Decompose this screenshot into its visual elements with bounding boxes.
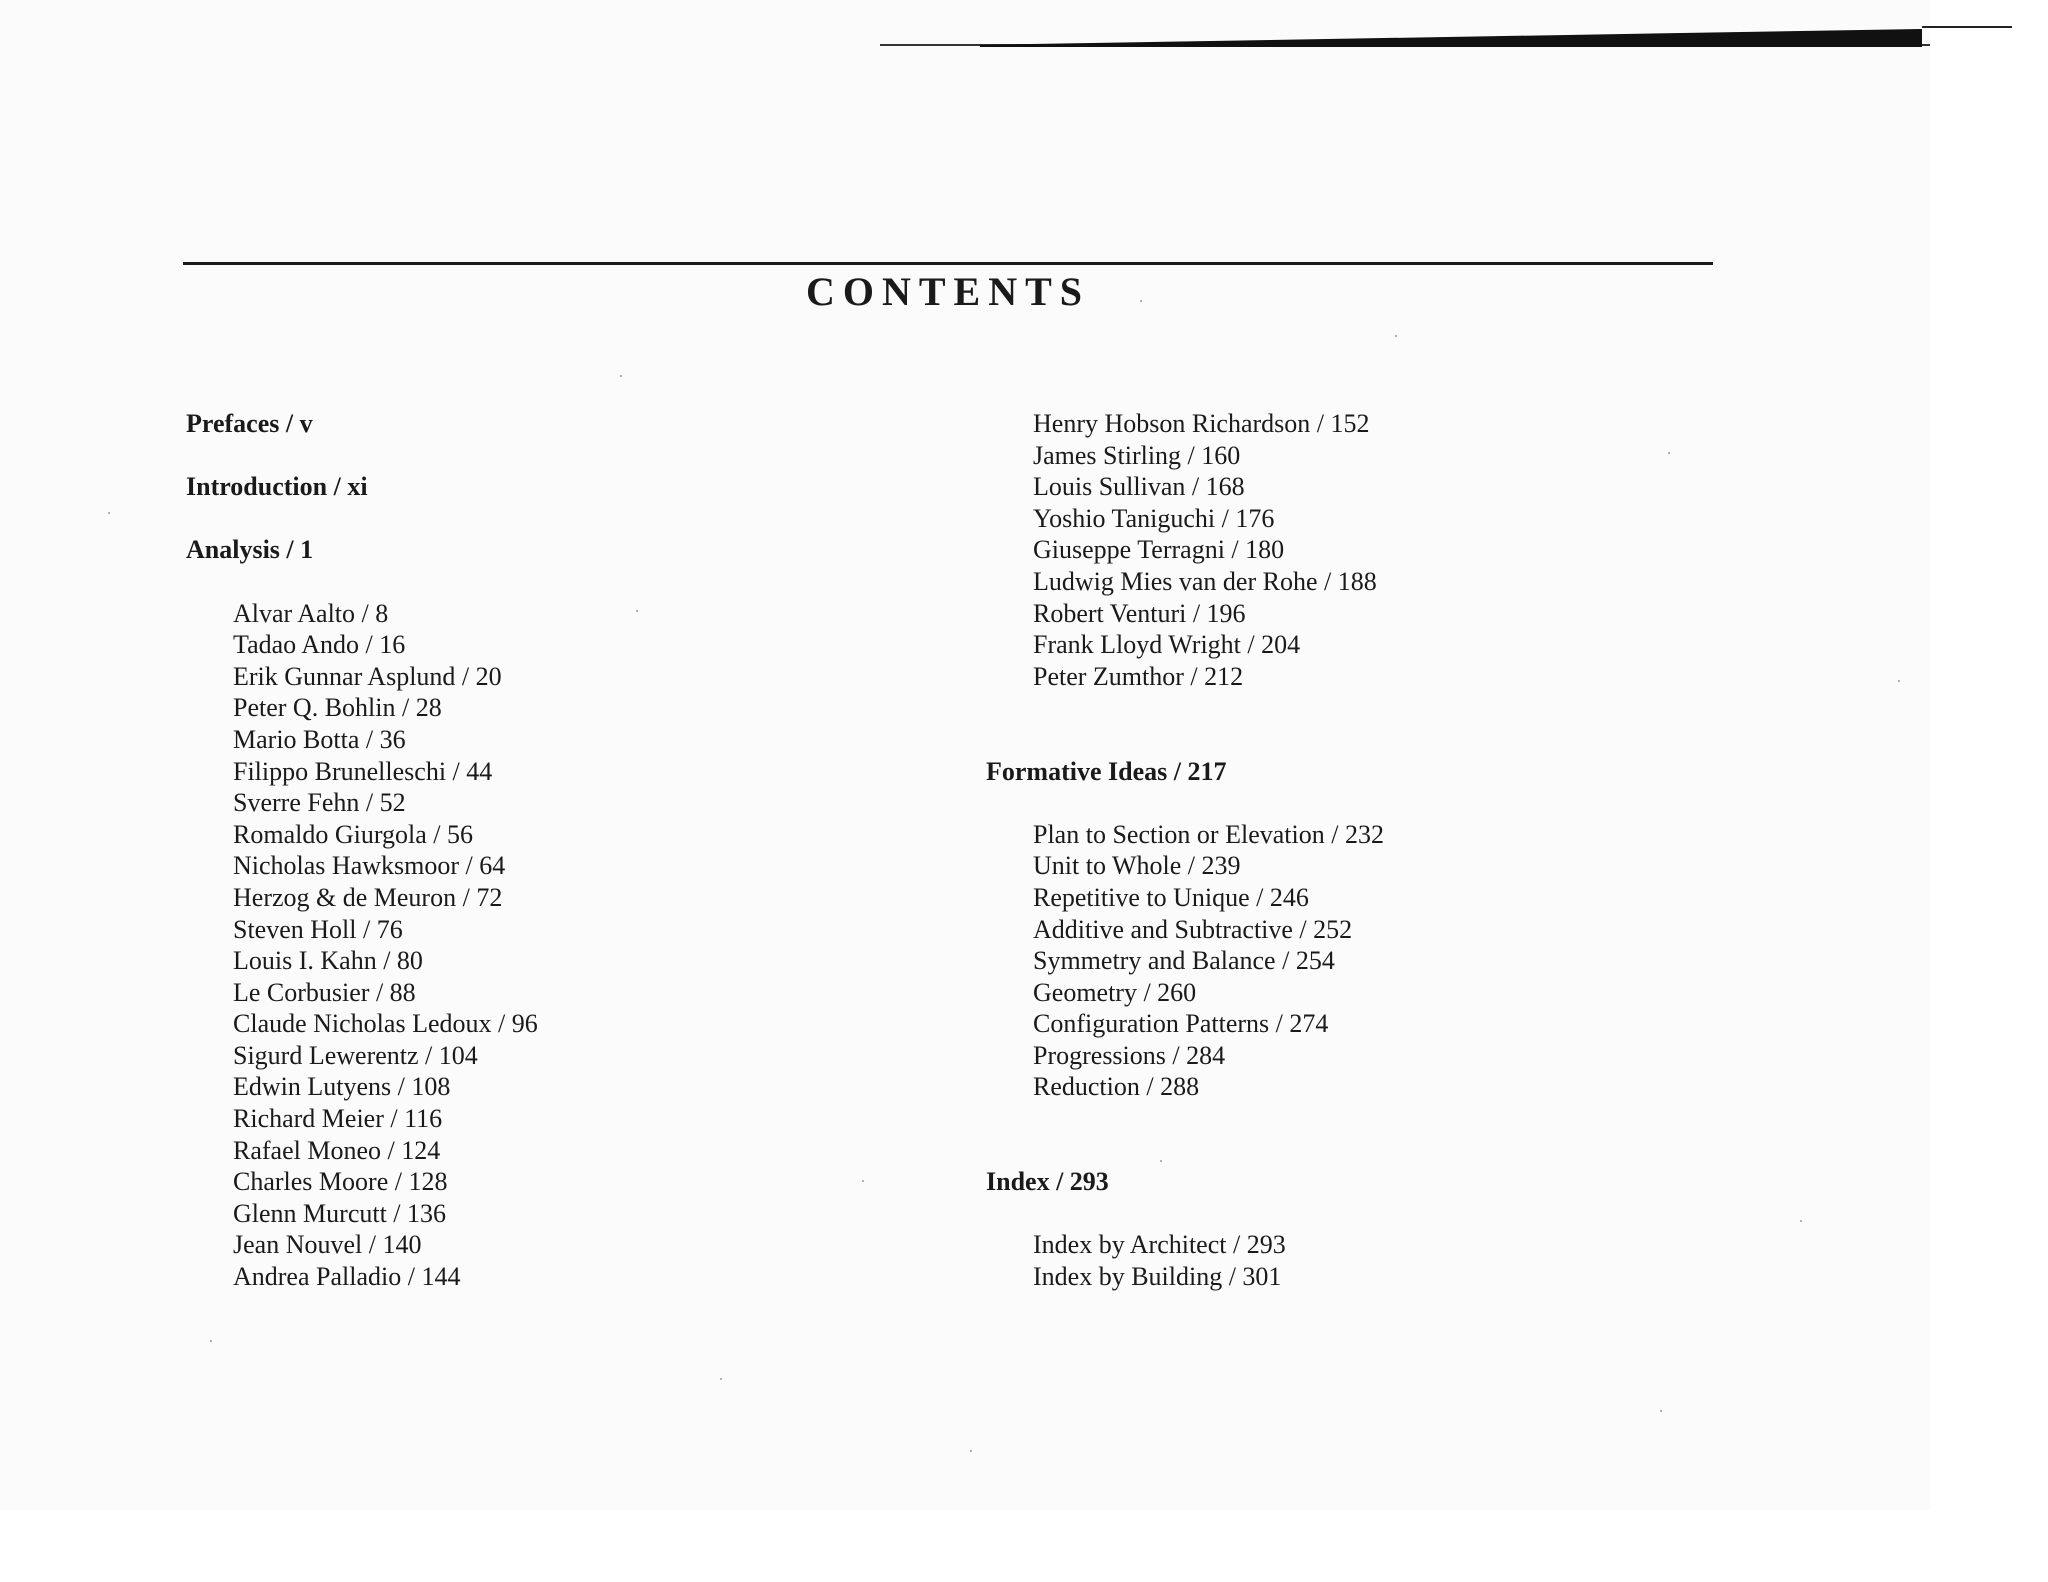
- toc-entry[interactable]: Louis I. Kahn / 80: [233, 946, 423, 976]
- toc-entry[interactable]: Charles Moore / 128: [233, 1167, 448, 1197]
- spacer: [986, 692, 1746, 755]
- spacer: [186, 503, 946, 535]
- toc-entry[interactable]: Nicholas Hawksmoor / 64: [233, 851, 506, 881]
- scan-speck: [1800, 1220, 1802, 1222]
- toc-entry[interactable]: Additive and Subtractive / 252: [1033, 914, 1353, 944]
- page-title: CONTENTS: [805, 269, 1091, 314]
- toc-entry[interactable]: Alvar Aalto / 8: [233, 598, 389, 628]
- toc-entry[interactable]: Sverre Fehn / 52: [233, 788, 406, 818]
- scan-speck: [620, 375, 622, 377]
- toc-entry[interactable]: Le Corbusier / 88: [233, 977, 416, 1007]
- title-rule: [183, 262, 1713, 265]
- index-list: [986, 1229, 1746, 1292]
- toc-heading-introduction[interactable]: Introduction / xi: [186, 472, 368, 502]
- scan-speck: [1395, 335, 1397, 337]
- spacer: [186, 566, 946, 598]
- toc-entry[interactable]: Plan to Section or Elevation / 232: [1033, 819, 1384, 849]
- scan-speck: [970, 1450, 972, 1452]
- toc-entry[interactable]: Glenn Murcutt / 136: [233, 1198, 447, 1228]
- scan-speck: [1660, 1410, 1662, 1412]
- toc-entry[interactable]: Configuration Patterns / 274: [1033, 1009, 1329, 1039]
- contents-column-left: [186, 408, 946, 1293]
- scan-margin-right: [1930, 0, 2048, 1582]
- scan-speck: [210, 1340, 212, 1342]
- scan-speck: [862, 1180, 864, 1182]
- toc-entry[interactable]: Edwin Lutyens / 108: [233, 1072, 451, 1102]
- toc-entry[interactable]: Jean Nouvel / 140: [233, 1230, 422, 1260]
- toc-entry[interactable]: Henry Hobson Richardson / 152: [1033, 409, 1370, 438]
- toc-entry[interactable]: James Stirling / 160: [1033, 440, 1241, 470]
- scan-speck: [720, 1378, 722, 1380]
- toc-entry[interactable]: Repetitive to Unique / 246: [1033, 882, 1309, 912]
- toc-entry[interactable]: Robert Venturi / 196: [1033, 598, 1246, 628]
- spacer: [186, 440, 946, 472]
- scan-speck: [1140, 300, 1142, 302]
- scan-speck: [108, 512, 110, 514]
- contents-column-right: [986, 408, 1746, 1293]
- toc-entry[interactable]: Reduction / 288: [1033, 1072, 1200, 1102]
- scan-speck: [636, 610, 638, 612]
- scan-speck: [1898, 680, 1900, 682]
- scan-speck: [1668, 452, 1670, 454]
- toc-entry[interactable]: Romaldo Giurgola / 56: [233, 819, 474, 849]
- toc-entry[interactable]: Unit to Whole / 239: [1033, 851, 1241, 881]
- toc-entry[interactable]: Andrea Palladio / 144: [233, 1262, 461, 1292]
- toc-entry[interactable]: Symmetry and Balance / 254: [1033, 946, 1335, 976]
- formative-list: [986, 819, 1746, 1103]
- toc-entry[interactable]: Tadao Ando / 16: [233, 630, 406, 660]
- scan-top-tail: [1922, 26, 2012, 28]
- analysis-list: [186, 598, 946, 1293]
- toc-entry[interactable]: Steven Holl / 76: [233, 914, 403, 944]
- toc-entry[interactable]: Rafael Moneo / 124: [233, 1135, 441, 1165]
- toc-entry[interactable]: Richard Meier / 116: [233, 1104, 443, 1134]
- toc-entry[interactable]: Claude Nicholas Ledoux / 96: [233, 1009, 538, 1039]
- toc-entry[interactable]: Peter Zumthor / 212: [1033, 661, 1244, 691]
- analysis-list-continued: [986, 408, 1746, 692]
- toc-entry[interactable]: Index by Architect / 293: [1033, 1230, 1286, 1260]
- toc-entry[interactable]: Louis Sullivan / 168: [1033, 472, 1245, 502]
- toc-entry[interactable]: Progressions / 284: [1033, 1040, 1226, 1070]
- scan-margin-bottom: [0, 1510, 2048, 1582]
- toc-entry[interactable]: Herzog & de Meuron / 72: [233, 882, 503, 912]
- toc-entry[interactable]: Ludwig Mies van der Rohe / 188: [1033, 566, 1377, 596]
- toc-entry[interactable]: Index by Building / 301: [1033, 1262, 1282, 1292]
- toc-entry[interactable]: Mario Botta / 36: [233, 724, 406, 754]
- scan-top-wedge: [980, 29, 1922, 47]
- toc-entry[interactable]: Giuseppe Terragni / 180: [1033, 535, 1285, 565]
- toc-entry[interactable]: Sigurd Lewerentz / 104: [233, 1040, 478, 1070]
- toc-entry[interactable]: Peter Q. Bohlin / 28: [233, 693, 442, 723]
- toc-entry[interactable]: Geometry / 260: [1033, 977, 1197, 1007]
- spacer: [986, 1198, 1746, 1230]
- scan-speck: [1160, 1160, 1162, 1162]
- toc-heading-formative-ideas[interactable]: Formative Ideas / 217: [986, 756, 1227, 786]
- toc-heading-prefaces[interactable]: Prefaces / v: [186, 409, 313, 438]
- spacer: [986, 787, 1746, 819]
- toc-entry[interactable]: Filippo Brunelleschi / 44: [233, 756, 493, 786]
- toc-entry[interactable]: Frank Lloyd Wright / 204: [1033, 630, 1301, 660]
- toc-heading-analysis[interactable]: Analysis / 1: [186, 535, 314, 565]
- spacer: [986, 1103, 1746, 1166]
- toc-entry[interactable]: Erik Gunnar Asplund / 20: [233, 661, 502, 691]
- toc-entry[interactable]: Yoshio Taniguchi / 176: [1033, 503, 1275, 533]
- toc-heading-index[interactable]: Index / 293: [986, 1167, 1109, 1197]
